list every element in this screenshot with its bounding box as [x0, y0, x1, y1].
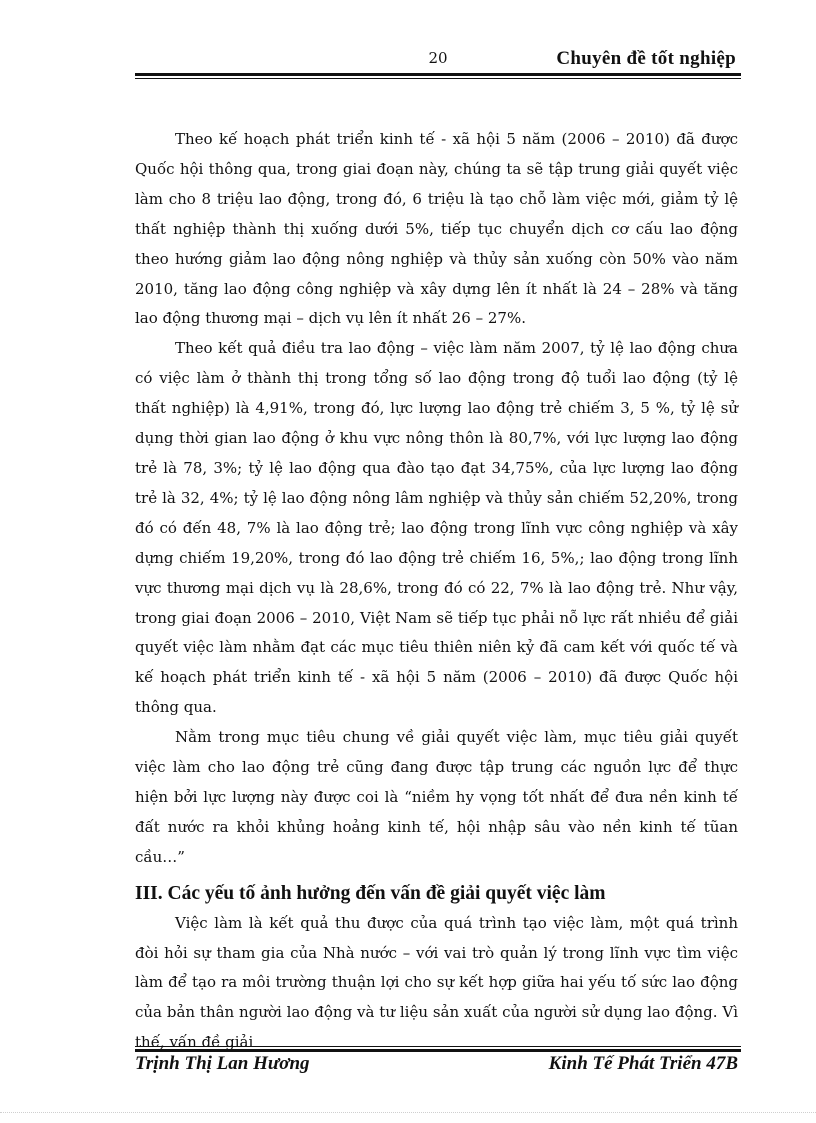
- footer-class: Kinh Tế Phát Triển 47B: [548, 1053, 738, 1074]
- section-heading: III. Các yếu tố ảnh hưởng đến vấn đề giải quyết việc làm: [135, 882, 606, 904]
- paragraph-employment-plan: Theo kế hoạch phát triển kinh tế - xã hội 5 năm (2006 – 2010) đã được Quốc hội thông qua, trong giai đoạn này, chúng ta sẽ tập trung giải quyết việc làm cho 8 triệu lao động, trong đó, 6 triệu là tạo chỗ làm việc mới, giảm tỷ lệ thất nghiệp thành thị xuống dưới 5%, tiếp tục chuyển dịch cơ cấu lao động theo hướng giảm lao động nông nghiệp và thủy sản xuống còn 50% vào năm 2010, tăng lao động công nghiệp và xây dựng lên ít nhất là 24 – 28% và tăng lao động thương mại – dịch vụ lên ít nhất 26 – 27%.: [135, 130, 738, 328]
- page-edge-divider: [0, 1112, 816, 1113]
- document-body: [135, 125, 738, 1058]
- paragraph-labor-survey-2007: Theo kết quả điều tra lao động – việc làm năm 2007, tỷ lệ lao động chưa có việc làm ở thành thị trong tổng số lao động trong độ tuổi lao động (tỷ lệ thất nghiệp) là 4,91%, trong đó, lực lượng lao động trẻ chiếm 3, 5 %, tỷ lệ sử dụng thời gian lao động ở khu vực nông thôn là 80,7%, với lực lượng lao động trẻ là 78, 3%; tỷ lệ lao động qua đào tạo đạt 34,75%, của lực lượng lao động trẻ là 32, 4%; tỷ lệ lao động nông lâm nghiệp và thủy sản chiếm 52,20%, trong đó có đến 48, 7% là lao động trẻ; lao động trong lĩnh vực công nghiệp và xây dựng chiếm 19,20%, trong đó lao động trẻ chiếm 16, 5%,; lao động trong lĩnh vực thương mại dịch vụ là 28,6%, trong đó có 22, 7% là lao động trẻ. Như vậy, trong giai đoạn 2006 – 2010, Việt Nam sẽ tiếp tục phải nỗ lực rất nhiều để giải quyết việc làm nhằm đạt các mục tiêu thiên niên kỷ đã cam kết với quốc tế và kế hoạch phát triển kinh tế - xã hội 5 năm (2006 – 2010) đã được Quốc hội thông qua.: [135, 339, 738, 717]
- header-divider: [135, 73, 741, 79]
- paragraph-section-intro: Việc làm là kết quả thu được của quá trình tạo việc làm, một quá trình đòi hỏi sự tham gia của Nhà nước – với vai trò quản lý trong lĩnh vực tìm việc làm để tạo ra môi trường thuận lợi cho sự kết hợp giữa hai yếu tố sức lao động của bản thân người lao động và tư liệu sản xuất của người sử dụng lao động. Vì thế, vấn đề giải: [135, 913, 738, 1052]
- paragraph-youth-employment: Nằm trong mục tiêu chung về giải quyết việc làm, mục tiêu giải quyết việc làm cho lao động trẻ cũng đang được tập trung các nguồn lực để thực hiện bởi lực lượng này được coi là “niềm hy vọng tốt nhất để đưa nền kinh tế đất nước ra khỏi khủng hoảng kinh tế, hội nhập sâu vào nền kinh tế tũan cầu…”: [135, 728, 738, 866]
- footer-divider: [135, 1046, 741, 1052]
- page-number: 20: [428, 49, 448, 67]
- footer-author: Trịnh Thị Lan Hương: [135, 1053, 310, 1074]
- header-title: Chuyên đề tốt nghiệp: [556, 48, 736, 69]
